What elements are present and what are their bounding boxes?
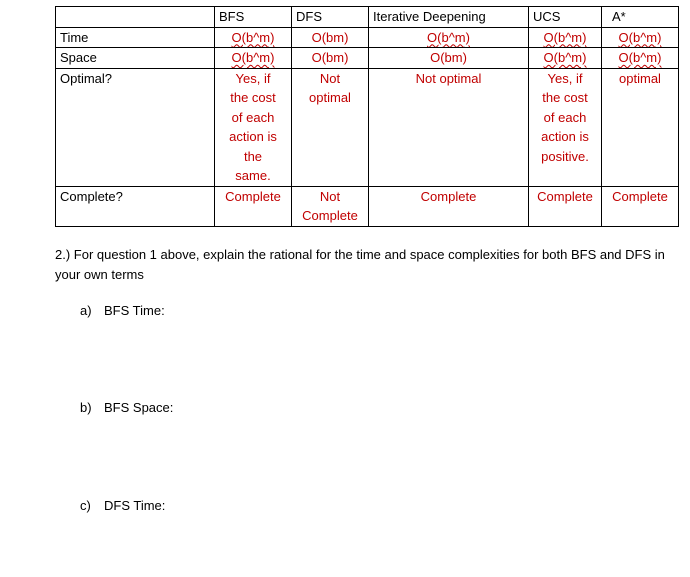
item-label: BFS Space: [104,400,174,415]
item-marker: a) [80,303,92,318]
space-bfs-cell [215,48,292,69]
complete-astar-cell: Complete [602,186,679,226]
optimal-ucs-cell: Yes, if the cost of each action is positive. [529,68,602,186]
time-ucs-value: O(b^m) [543,29,587,45]
row-label-optimal: Optimal? [56,68,215,186]
space-astar-value: O(b^m) [618,50,662,65]
complete-bfs-cell: Complete [215,186,292,226]
table-row-space [56,48,679,69]
header-cell-ucs: UCS [529,7,602,28]
item-label: DFS Time: [104,498,166,513]
time-ids-cell [369,27,529,48]
item-marker: c) [80,498,91,513]
row-label-time: Time [56,27,215,48]
complete-dfs-cell: Not Complete [292,186,369,226]
time-ids-value: O(b^m) [427,29,470,45]
table-row-complete [56,186,679,226]
space-ucs-value: O(b^m) [543,50,587,65]
question-2-text: 2.) For question 1 above, explain the rational for the time and space complexities for both BFS and DFS in your own terms [55,247,665,282]
time-bfs-cell [215,27,292,48]
header-cell-dfs: DFS [292,7,369,28]
answer-item-bfs-space [80,400,173,415]
space-ids-cell: O(bm) [369,48,529,69]
header-cell-astar: A* [602,7,679,28]
optimal-astar-cell: optimal [602,68,679,186]
header-cell-iterative-deepening: Iterative Deepening [369,7,529,28]
header-cell-bfs: BFS [215,7,292,28]
space-dfs-cell: O(bm) [292,48,369,69]
complexity-table [55,6,679,227]
answer-item-bfs-time [80,303,165,318]
time-ucs-cell [529,27,602,48]
table-header-row [56,7,679,28]
optimal-dfs-cell: Not optimal [292,68,369,186]
complete-ucs-cell: Complete [529,186,602,226]
time-dfs-cell: O(bm) [292,27,369,48]
time-astar-cell [602,27,679,48]
header-cell-empty [56,7,215,28]
row-label-space: Space [56,48,215,69]
table-row-optimal [56,68,679,186]
item-label: BFS Time: [104,303,165,318]
time-astar-value: O(b^m) [618,29,662,45]
optimal-bfs-cell: Yes, if the cost of each action is the same. [215,68,292,186]
row-label-complete: Complete? [56,186,215,226]
item-marker: b) [80,400,92,415]
optimal-ids-cell: Not optimal [369,68,529,186]
table-row-time [56,27,679,48]
complete-ids-cell: Complete [369,186,529,226]
space-astar-cell [602,48,679,69]
space-bfs-value: O(b^m) [231,50,275,65]
answer-item-dfs-time [80,498,165,513]
space-ucs-cell [529,48,602,69]
time-bfs-value: O(b^m) [231,29,275,45]
